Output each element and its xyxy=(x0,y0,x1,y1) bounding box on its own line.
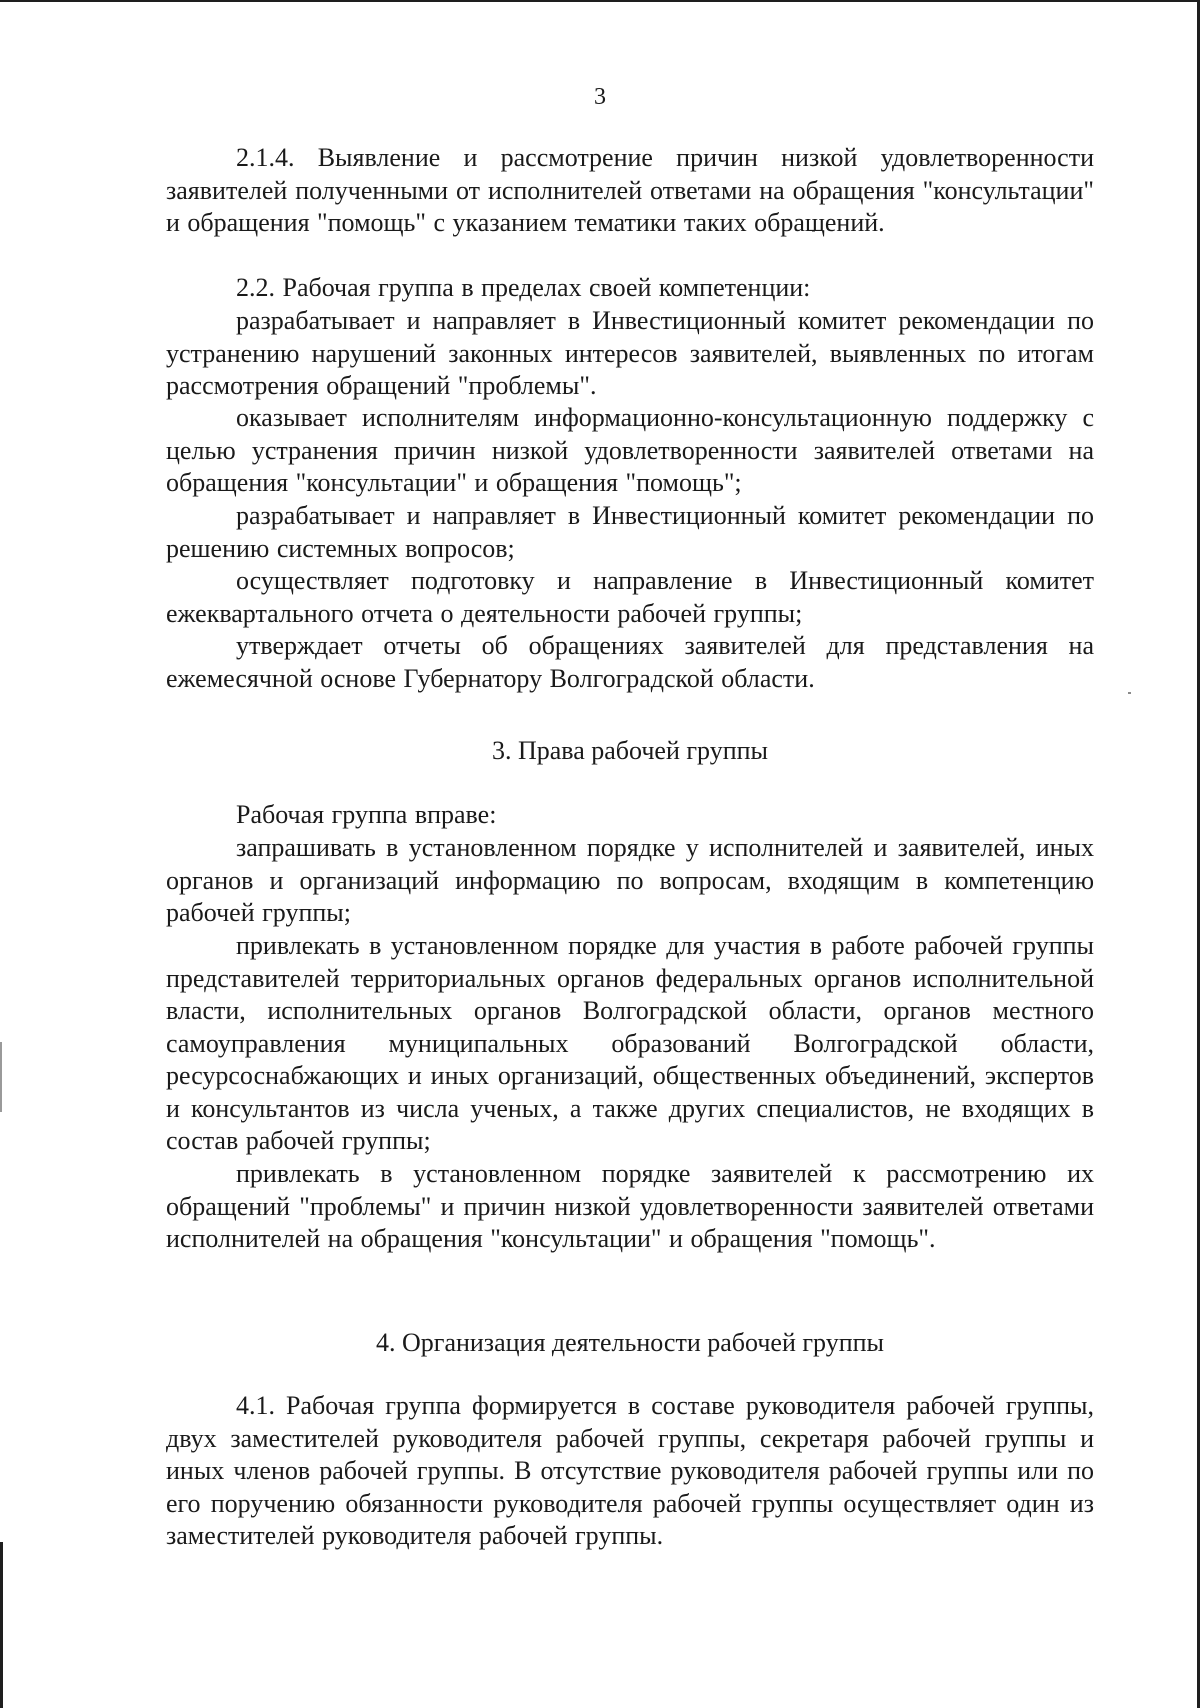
section-3-involve-representatives: привлекать в установленном порядке для участия в работе рабочей группы представителей территориальных органов федеральных органов исполнительной власти, исполнительных органов Волгоградской области, органов местного самоуправления муниципальных образований Волгоградской области, ресурсоснабжающих и иных организаций, общественных объединений, экспертов и консультантов из числа ученых, а также других специалистов, не входящих в состав рабочей группы; xyxy=(166,931,1094,1155)
section-3-heading: 3. Права рабочей группы xyxy=(491,736,769,765)
paragraph-2-2-quarterly-report: осуществляет подготовку и направление в Инвестиционный комитет ежеквартального отчета о деятельности рабочей группы; xyxy=(166,566,1094,628)
paragraph-2-2: 2.2. Рабочая группа в пределах своей компетенции: xyxy=(236,273,811,302)
paragraph-4-1: 4.1. Рабочая группа формируется в составе руководителя рабочей группы, двух заместителей руководителя рабочей группы, секретаря рабочей группы и иных членов рабочей группы. В отсутствие руководителя рабочей группы или по его поручению обязанности руководителя рабочей группы осуществляет один из заместителей руководителя рабочей группы. xyxy=(166,1391,1094,1550)
paragraph-2-2-systemic: разрабатывает и направляет в Инвестиционный комитет рекомендации по решению системных вопросов; xyxy=(166,501,1094,563)
paragraph-2-1-4: 2.1.4. Выявление и рассмотрение причин низкой удовлетворенности заявителей полученными от исполнителей ответами на обращения "консультации" и обращения "помощь" с указанием тематики таких обращений. xyxy=(166,143,1094,237)
document-text xyxy=(0,2,1200,1708)
section-3-intro: Рабочая группа вправе: xyxy=(236,800,497,829)
paragraph-2-2-support: оказывает исполнителям информационно-консультационную поддержку с целью устранения причин низкой удовлетворенности заявителей ответами на обращения "консультации" и обращения "помощь"; xyxy=(166,403,1094,497)
section-3-involve-applicants: привлекать в установленном порядке заявителей к рассмотрению их обращений "проблемы" и причин низкой удовлетворенности заявителей ответами исполнителей на обращения "консультации" и обращения "помощь". xyxy=(166,1159,1094,1253)
section-4-heading: 4. Организация деятельности рабочей группы xyxy=(376,1328,884,1357)
paragraph-2-2-recommendations: разрабатывает и направляет в Инвестиционный комитет рекомендации по устранению нарушений законных интересов заявителей, выявленных по итогам рассмотрения обращений "проблемы". xyxy=(166,306,1094,400)
paragraph-2-2-monthly-report: утверждает отчеты об обращениях заявителей для представления на ежемесячной основе Губернатору Волгоградской области. xyxy=(166,631,1094,693)
page-number: 3 xyxy=(594,84,606,110)
section-3-request-info: запрашивать в установленном порядке у исполнителей и заявителей, иных органов и организаций информацию по вопросам, входящим в компетенцию рабочей группы; xyxy=(166,833,1094,927)
